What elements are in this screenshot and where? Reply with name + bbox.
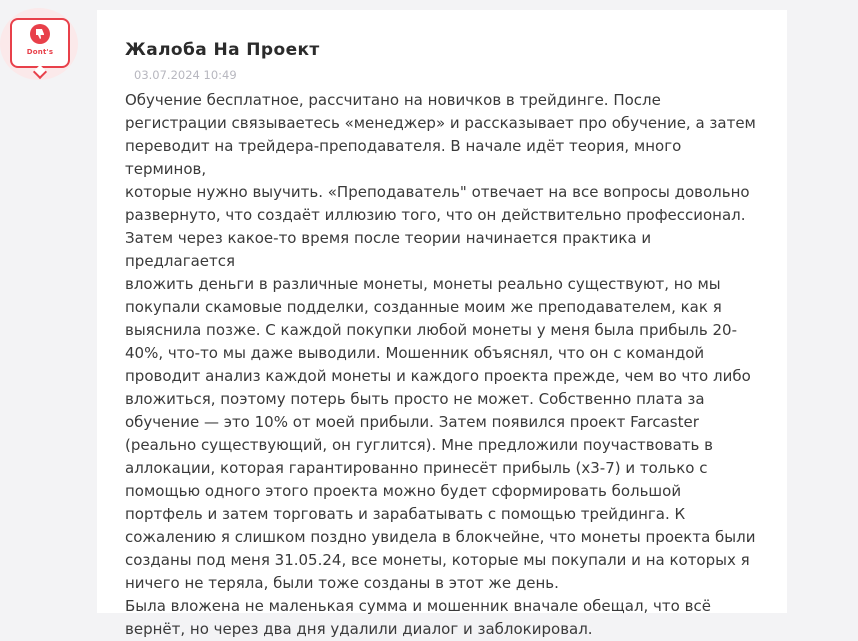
speech-bubble-tail <box>33 65 47 79</box>
thumbs-down-icon <box>30 24 50 44</box>
author-avatar[interactable] <box>0 8 78 80</box>
review-paragraph: Обучение бесплатное, рассчитано на новичков в трейдинге. После регистрации связываетесь «менеджер» и рассказывает про обучение, а затем переводит на трейдера-преподавателя. В начале идёт теория, много терминов, которые нужно выучить. «Преподаватель" отвечает на все вопросы довольно развернуто, что создаёт иллюзию того, что он действительно профессионал. Затем через какое-то время после теории начинается практика и предлагается вложить деньги в различные монеты, монеты реально существуют, но мы покупали скамовые подделки, созданные моим же преподавателем, как я выяснила позже. С каждой покупки любой монеты у меня была прибыль 20- 40%, что-то мы даже выводили. Мошенник объяснял, что он с командой проводит анализ каждой монеты и каждого проекта прежде, чем во что либо вложиться, поэтому потерь быть просто не может. Собственно плата за обучение — это 10% от моей прибыли. Затем появился проект Farcaster (реально существующий, он гуглится). Мне предложили поучаствовать в аллокации, которая гарантированно принесёт прибыль (x3-7) и только с помощью одного этого проекта можно будет сформировать большой портфель и затем торговать и зарабатывать с помощью трейдинга. К сожалению я слишком поздно увидела в блокчейне, что монеты проекта были созданы под меня 31.05.24, все монеты, которые мы покупали и на которых я ничего не теряла, были тоже созданы в этот же день. <box>125 91 756 592</box>
review-card <box>97 10 787 638</box>
donts-badge <box>10 18 70 68</box>
avatar-label: Dont's <box>26 48 54 56</box>
review-body <box>125 89 765 641</box>
review-date: 03.07.2024 10:49 <box>134 68 237 82</box>
review-title[interactable]: Жалоба На Проект <box>125 40 320 60</box>
review-paragraph: Была вложена не маленькая сумма и мошенник вначале обещал, что всё вернёт, но через два дня удалили диалог и заблокировал. <box>125 597 711 638</box>
